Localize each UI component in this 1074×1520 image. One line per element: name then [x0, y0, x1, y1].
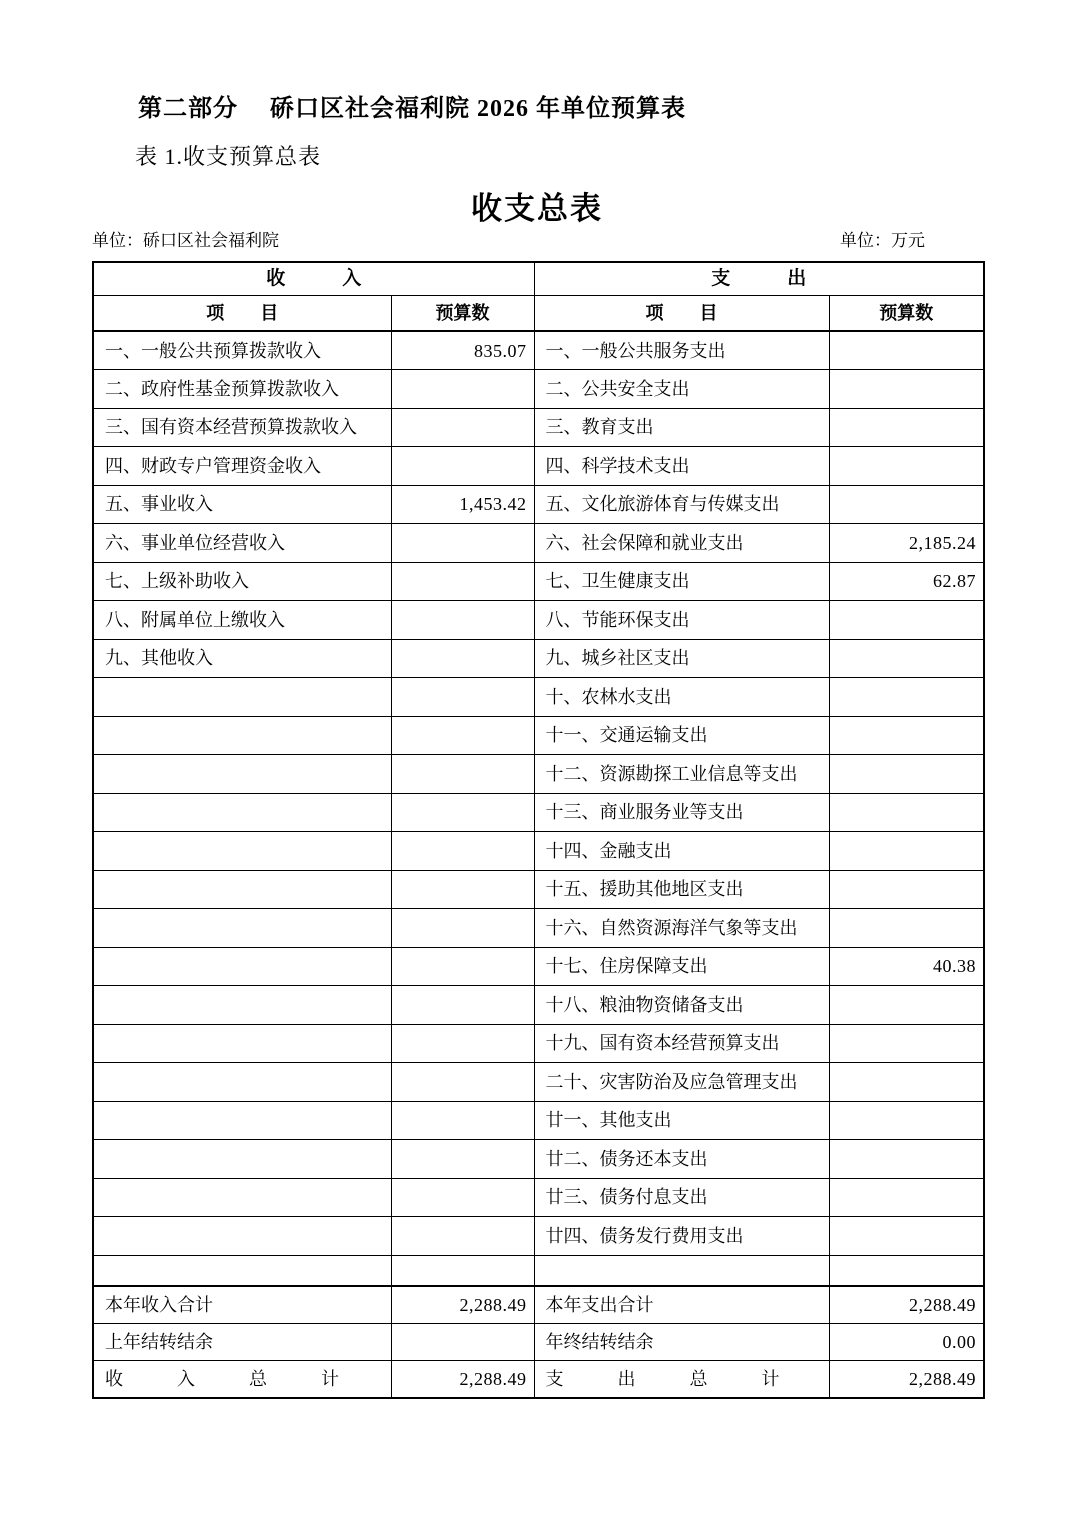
table-label: 表 1.收支预算总表 — [135, 144, 322, 169]
expense-value-cell — [829, 870, 984, 909]
expense-item-cell: 十三、商业服务业等支出 — [534, 793, 829, 832]
income-value-cell: 2,288.49 — [391, 1286, 534, 1323]
income-value-cell — [391, 1217, 534, 1256]
income-item-cell — [93, 678, 391, 717]
table-row — [93, 832, 984, 871]
income-value-cell — [391, 986, 534, 1025]
income-value-cell — [391, 870, 534, 909]
expense-value-cell: 0.00 — [829, 1323, 984, 1360]
table-row — [93, 562, 984, 601]
totals-row — [93, 1286, 984, 1323]
income-value-cell — [391, 716, 534, 755]
income-item-cell — [93, 1101, 391, 1140]
expense-value-cell — [829, 1140, 984, 1179]
expense-item-cell: 四、科学技术支出 — [534, 447, 829, 486]
expense-item-cell: 五、文化旅游体育与传媒支出 — [534, 485, 829, 524]
income-budget-column-header: 预算数 — [391, 295, 534, 331]
table-row — [93, 1063, 984, 1102]
expense-item-cell: 廿一、其他支出 — [534, 1101, 829, 1140]
expense-section-header: 支 出 — [534, 262, 984, 295]
expense-item-column-header: 项 目 — [534, 295, 829, 331]
income-value-cell — [391, 1255, 534, 1286]
income-item-cell: 五、事业收入 — [93, 485, 391, 524]
income-value-cell — [391, 1178, 534, 1217]
income-item-cell — [93, 1140, 391, 1179]
table-row — [93, 408, 984, 447]
table-row — [93, 485, 984, 524]
income-item-cell: 收 入 总 计 — [93, 1361, 391, 1398]
column-header-row — [93, 295, 984, 331]
income-value-cell — [391, 524, 534, 563]
income-item-cell — [93, 1024, 391, 1063]
income-value-cell — [391, 639, 534, 678]
expense-value-cell — [829, 639, 984, 678]
table-row — [93, 639, 984, 678]
expense-value-cell — [829, 793, 984, 832]
expense-item-cell: 十七、住房保障支出 — [534, 947, 829, 986]
income-item-cell — [93, 947, 391, 986]
totals-row — [93, 1323, 984, 1360]
expense-value-cell — [829, 986, 984, 1025]
expense-item-cell: 二、公共安全支出 — [534, 370, 829, 409]
expense-value-cell: 40.38 — [829, 947, 984, 986]
income-item-cell — [93, 909, 391, 948]
expense-item-cell: 廿二、债务还本支出 — [534, 1140, 829, 1179]
income-item-cell — [93, 755, 391, 794]
table-row — [93, 793, 984, 832]
income-value-cell — [391, 909, 534, 948]
table-row — [93, 1178, 984, 1217]
income-value-cell — [391, 678, 534, 717]
expense-value-cell — [829, 1101, 984, 1140]
budget-summary-table — [92, 261, 985, 1399]
expense-item-cell: 廿三、债务付息支出 — [534, 1178, 829, 1217]
income-value-cell: 2,288.49 — [391, 1361, 534, 1398]
income-value-cell — [391, 601, 534, 640]
expense-item-cell: 八、节能环保支出 — [534, 601, 829, 640]
table-row — [93, 1024, 984, 1063]
income-value-cell: 835.07 — [391, 331, 534, 370]
table-row — [93, 601, 984, 640]
table-row — [93, 447, 984, 486]
table-row — [93, 947, 984, 986]
table-row — [93, 370, 984, 409]
expense-value-cell — [829, 678, 984, 717]
expense-item-cell: 七、卫生健康支出 — [534, 562, 829, 601]
expense-value-cell — [829, 408, 984, 447]
income-value-cell — [391, 793, 534, 832]
expense-item-cell: 九、城乡社区支出 — [534, 639, 829, 678]
expense-value-cell — [829, 1024, 984, 1063]
table-row — [93, 986, 984, 1025]
income-item-cell: 三、国有资本经营预算拨款收入 — [93, 408, 391, 447]
expense-value-cell — [829, 447, 984, 486]
table-row — [93, 870, 984, 909]
expense-item-cell: 六、社会保障和就业支出 — [534, 524, 829, 563]
expense-value-cell: 2,185.24 — [829, 524, 984, 563]
expense-value-cell — [829, 601, 984, 640]
expense-value-cell — [829, 716, 984, 755]
income-item-cell: 二、政府性基金预算拨款收入 — [93, 370, 391, 409]
expense-item-cell: 二十、灾害防治及应急管理支出 — [534, 1063, 829, 1102]
table-row — [93, 1101, 984, 1140]
expense-item-cell: 十二、资源勘探工业信息等支出 — [534, 755, 829, 794]
expense-item-cell: 十六、自然资源海洋气象等支出 — [534, 909, 829, 948]
expense-value-cell — [829, 909, 984, 948]
table-row — [93, 678, 984, 717]
income-value-cell — [391, 1101, 534, 1140]
expense-item-cell — [534, 1255, 829, 1286]
expense-value-cell — [829, 832, 984, 871]
table-row — [93, 1140, 984, 1179]
income-value-cell — [391, 1140, 534, 1179]
table-row — [93, 755, 984, 794]
income-value-cell — [391, 832, 534, 871]
income-value-cell — [391, 1323, 534, 1360]
table-row — [93, 1217, 984, 1256]
income-value-cell — [391, 408, 534, 447]
expense-item-cell: 本年支出合计 — [534, 1286, 829, 1323]
expense-value-cell — [829, 755, 984, 794]
unit-name-label: 单位：硚口区社会福利院 — [92, 231, 279, 250]
spacer-row — [93, 1255, 984, 1286]
expense-value-cell — [829, 1217, 984, 1256]
expense-item-cell: 一、一般公共服务支出 — [534, 331, 829, 370]
income-item-cell — [93, 1063, 391, 1102]
income-item-cell: 四、财政专户管理资金收入 — [93, 447, 391, 486]
expense-item-cell: 十、农林水支出 — [534, 678, 829, 717]
income-item-cell: 本年收入合计 — [93, 1286, 391, 1323]
expense-value-cell: 2,288.49 — [829, 1361, 984, 1398]
expense-item-cell: 廿四、债务发行费用支出 — [534, 1217, 829, 1256]
expense-item-cell: 十一、交通运输支出 — [534, 716, 829, 755]
expense-value-cell — [829, 1178, 984, 1217]
income-value-cell — [391, 447, 534, 486]
table-row — [93, 524, 984, 563]
expense-item-cell: 十九、国有资本经营预算支出 — [534, 1024, 829, 1063]
table-row — [93, 716, 984, 755]
expense-value-cell: 62.87 — [829, 562, 984, 601]
income-section-header: 收 入 — [93, 262, 534, 295]
income-value-cell — [391, 562, 534, 601]
income-item-cell: 七、上级补助收入 — [93, 562, 391, 601]
part-title: 第二部分 硚口区社会福利院 2026 年单位预算表 — [138, 96, 686, 122]
income-item-cell — [93, 986, 391, 1025]
expense-item-cell: 年终结转结余 — [534, 1323, 829, 1360]
expense-item-cell: 支 出 总 计 — [534, 1361, 829, 1398]
table-main-title: 收支总表 — [471, 191, 603, 226]
table-row — [93, 909, 984, 948]
income-value-cell — [391, 947, 534, 986]
income-item-cell — [93, 716, 391, 755]
income-value-cell — [391, 1063, 534, 1102]
table-row — [93, 331, 984, 370]
income-item-cell: 上年结转结余 — [93, 1323, 391, 1360]
income-item-cell — [93, 1217, 391, 1256]
expense-item-cell: 十五、援助其他地区支出 — [534, 870, 829, 909]
income-item-cell — [93, 793, 391, 832]
expense-item-cell: 三、教育支出 — [534, 408, 829, 447]
expense-value-cell: 2,288.49 — [829, 1286, 984, 1323]
income-item-cell: 六、事业单位经营收入 — [93, 524, 391, 563]
unit-row — [92, 231, 983, 251]
income-item-cell — [93, 832, 391, 871]
expense-item-cell: 十四、金融支出 — [534, 832, 829, 871]
section-header-row — [93, 262, 984, 295]
income-item-cell — [93, 1178, 391, 1217]
income-item-cell: 八、附属单位上缴收入 — [93, 601, 391, 640]
income-value-cell: 1,453.42 — [391, 485, 534, 524]
expense-value-cell — [829, 485, 984, 524]
unit-currency-label: 单位：万元 — [840, 231, 925, 250]
income-value-cell — [391, 370, 534, 409]
expense-value-cell — [829, 331, 984, 370]
income-item-column-header: 项 目 — [93, 295, 391, 331]
income-value-cell — [391, 1024, 534, 1063]
income-value-cell — [391, 755, 534, 794]
expense-value-cell — [829, 1063, 984, 1102]
income-item-cell: 一、一般公共预算拨款收入 — [93, 331, 391, 370]
expense-item-cell: 十八、粮油物资储备支出 — [534, 986, 829, 1025]
expense-value-cell — [829, 1255, 984, 1286]
totals-row — [93, 1361, 984, 1398]
expense-value-cell — [829, 370, 984, 409]
expense-budget-column-header: 预算数 — [829, 295, 984, 331]
income-item-cell — [93, 1255, 391, 1286]
income-item-cell — [93, 870, 391, 909]
income-item-cell: 九、其他收入 — [93, 639, 391, 678]
